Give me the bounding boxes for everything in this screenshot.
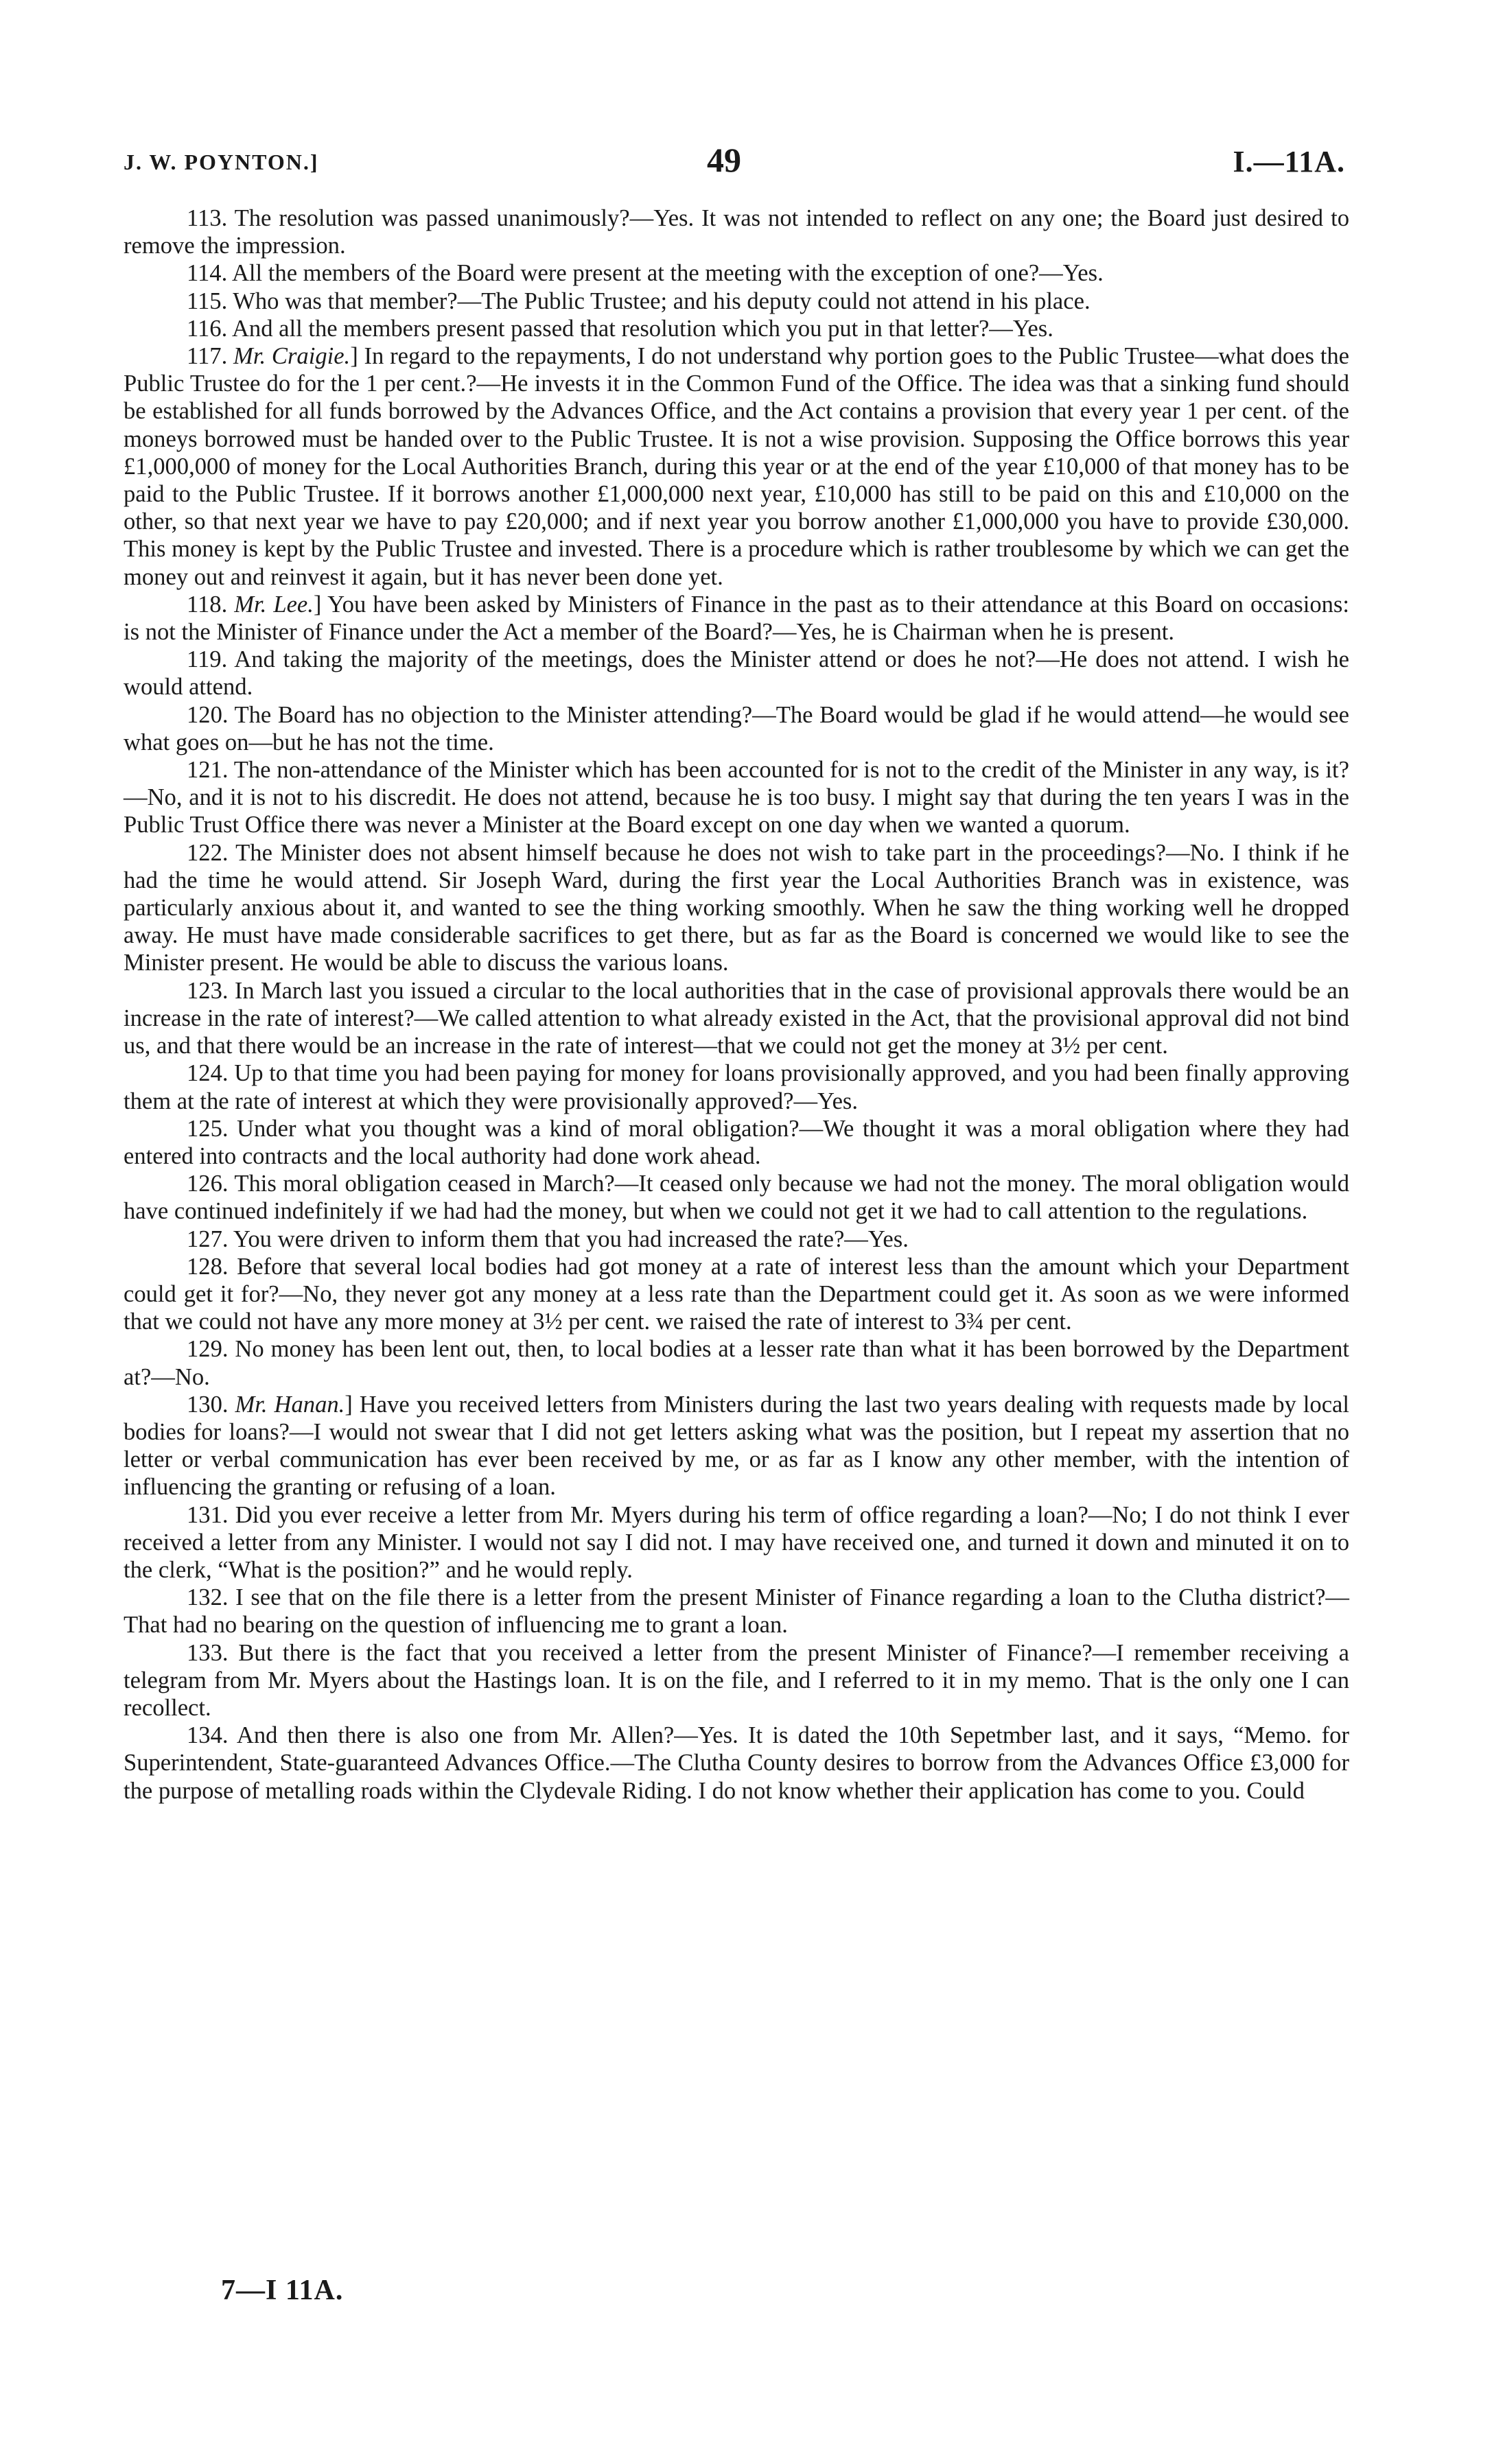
page-number: 49 [707, 141, 741, 179]
paragraph-text: Have you received letters from Ministers during the last two years dealing with requests made by local bodies for loans?—I would not swear that I did not get letters asking what was the position, but I repeat my assertion that no letter or verbal communication has ever been received by me, or as far as I know any other member, with the intention of influencing the granting or refusing of a loan. [124, 1391, 1349, 1501]
question-paragraph [124, 1335, 1349, 1390]
paragraph-text: 114. All the members of the Board were present at the meeting with the exception of one?—Yes. [187, 260, 1104, 287]
paragraph-text: You have been asked by Ministers of Finance in the past as to their attendance at this Board on occasions: is not the Minister of Finance under the Act a member of the Board?—Yes, he is Chairman when he is present. [124, 591, 1349, 646]
paragraph-text: 122. The Minister does not absent himself because he does not wish to take part in the proceedings?—No. I think if he had the time he would attend. Sir Joseph Ward, during the first year the Local Authorities Branch was in existence, was particularly anxious about it, and wanted to see the thing working smoothly. When he saw the thing working well he dropped away. He must have made considerable sacrifices to get there, but as far as the Board is concerned we would like to see the Minister present. He would be able to discuss the various loans. [124, 839, 1349, 976]
paragraph-text: 123. In March last you issued a circular to the local authorities that in the case of provisional approvals there would be an increase in the rate of interest?—We called attention to what already existed in the Act, that the provisional approval did not bind us, and that there would be an increase in the rate of interest—that we could not get the money at 3½ per cent. [124, 977, 1349, 1059]
question-paragraph [124, 1639, 1349, 1722]
paragraph-text: 120. The Board has no objection to the Minister attending?—The Board would be glad if he would attend—he would see what goes on—but he has not the time. [124, 701, 1349, 755]
paragraph-text: 133. But there is the fact that you received a letter from the present Minister of Finance?—I remember receiving a telegram from Mr. Myers about the Hastings loan. It is on the file, and I referred to it in my memo. That is the only one I can recollect. [124, 1639, 1349, 1721]
paragraph-text: 128. Before that several local bodies had got money at a rate of interest less than the amount which your Department could get it for?—No, they never got any money at a less rate than the Department could get it. As soon as we were informed that we could not have any more money at 3½ per cent. we raised the rate of interest to 3¾ per cent. [124, 1253, 1349, 1335]
paragraph-text: 119. And taking the majority of the meetings, does the Minister attend or does he not?—He does not attend. I wish he would attend. [124, 646, 1349, 701]
signature-mark: 7—I 11A. [221, 2275, 344, 2306]
question-paragraph [124, 1115, 1349, 1170]
paragraph-text: In regard to the repayments, I do not understand why portion goes to the Public Trustee—what does the Public Trustee do for the 1 per cent.?—He invests it in the Common Fund of the Office. The idea was that a sinking fund should be established for all funds borrowed by the Advances Office, and the Act contains a provision that every year 1 per cent. of the moneys borrowed must be handed over to the Public Trustee. It is not a wise provision. Supposing the Office borrows this year £1,000,000 of money for the Local Authorities Branch, during this year or at the end of the year £10,000 of that money has to be paid to the Public Trustee. If it borrows another £1,000,000 next year, £10,000 has still to be paid on this and £10,000 on the other, so that next year we have to pay £20,000; and if next year you borrow another £1,000,000 you have to provide £30,000. This money is kept by the Public Trustee and invested. There is a procedure which is rather troublesome by which we can get the money out and reinvest it again, but it has never been done yet. [124, 343, 1349, 590]
question-paragraph [124, 315, 1349, 342]
question-paragraph [124, 1391, 1349, 1501]
paragraph-text: 121. The non-attendance of the Minister which has been accounted for is not to the credit of the Minister in any way, is it?—No, and it is not to his discredit. He does not attend, because he is too busy. I might say that during the ten years I was in the Public Trust Office there was never a Minister at the Board except on one day when we wanted a quorum. [124, 757, 1349, 838]
question-paragraph [124, 1225, 1349, 1253]
question-paragraph [124, 204, 1349, 259]
paragraph-text: 115. Who was that member?—The Public Trustee; and his deputy could not attend in his place. [187, 288, 1091, 314]
question-paragraph [124, 701, 1349, 756]
paragraph-text: 125. Under what you thought was a kind of moral obligation?—We thought it was a moral obligation where they had entered into contracts and the local authority had done work ahead. [124, 1115, 1349, 1169]
paragraph-text: 129. No money has been lent out, then, to local bodies at a lesser rate than what it has been borrowed by the Department at?—No. [124, 1336, 1349, 1390]
question-paragraph [124, 1253, 1349, 1336]
paragraph-text: 113. The resolution was passed unanimously?—Yes. It was not intended to reflect on any one; the Board just desired to remove the impression. [124, 205, 1349, 259]
page-header [124, 140, 1345, 181]
question-paragraph [124, 1501, 1349, 1584]
speaker-lead: 118. Mr. Lee.] [187, 591, 322, 618]
question-paragraph [124, 1722, 1349, 1805]
question-paragraph [124, 288, 1349, 315]
paragraph-text: 131. Did you ever receive a letter from Mr. Myers during his term of office regarding a loan?—No; I do not think I ever received a letter from any Minister. I would not say I did not. I may have received one, and turned it down and minuted it on to the clerk, “What is the position?” and he would reply. [124, 1501, 1349, 1583]
question-paragraph [124, 1059, 1349, 1114]
question-paragraph [124, 342, 1349, 591]
question-paragraph [124, 1170, 1349, 1225]
question-paragraph [124, 591, 1349, 646]
question-paragraph [124, 1584, 1349, 1639]
paragraph-text: 127. You were driven to inform them that you had increased the rate?—Yes. [187, 1225, 909, 1252]
question-paragraph [124, 839, 1349, 977]
question-paragraph [124, 977, 1349, 1060]
evidence-body [124, 204, 1349, 1805]
question-paragraph [124, 646, 1349, 701]
witness-name: J. W. POYNTON.] [124, 150, 319, 174]
paragraph-text: 116. And all the members present passed that resolution which you put in that letter?—Yes. [187, 315, 1053, 342]
paragraph-text: 134. And then there is also one from Mr. Allen?—Yes. It is dated the 10th Sepetmber last, and it says, “Memo. for Superintendent, State-guaranteed Advances Office.—The Clutha County desires to borrow from the Advances Office £3,000 for the purpose of metalling roads within the Clydevale Riding. I do not know whether their application has come to you. Could [124, 1722, 1349, 1804]
paragraph-text: 132. I see that on the file there is a letter from the present Minister of Finance regarding a loan to the Clutha district?—That had no bearing on the question of influencing me to grant a loan. [124, 1584, 1349, 1639]
paper-series-number: I.—11A. [1233, 145, 1345, 178]
question-paragraph [124, 259, 1349, 287]
speaker-lead: 130. Mr. Hanan.] [187, 1391, 353, 1418]
speaker-lead: 117. Mr. Craigie.] [187, 343, 358, 370]
paragraph-text: 126. This moral obligation ceased in March?—It ceased only because we had not the money. The moral obligation would have continued indefinitely if we had had the money, but when we could not get it we had to call attention to the regulations. [124, 1171, 1349, 1225]
paragraph-text: 124. Up to that time you had been paying for money for loans provisionally approved, and you had been finally approving them at the rate of interest at which they were provisionally approved?—Yes. [124, 1060, 1349, 1114]
question-paragraph [124, 756, 1349, 839]
